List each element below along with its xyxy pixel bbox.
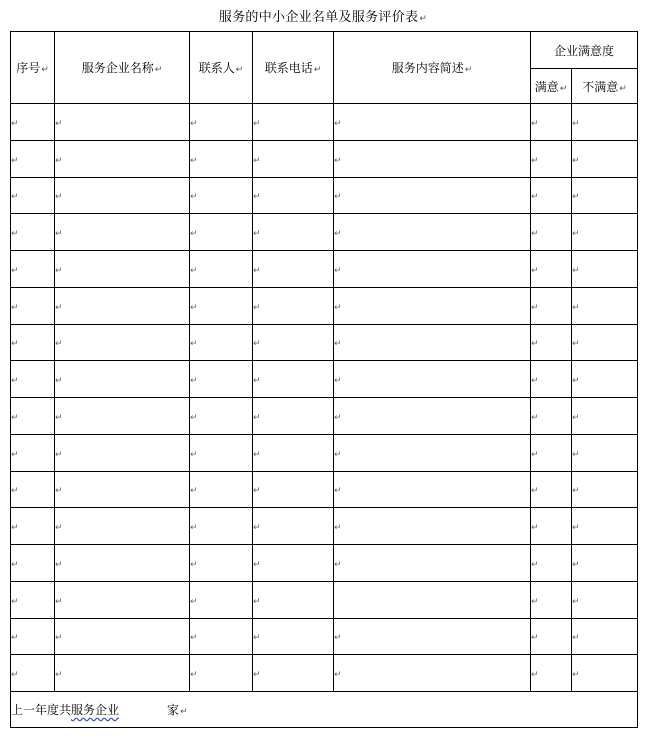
paragraph-mark-icon: ↵ bbox=[572, 229, 580, 240]
cell-contact[interactable] bbox=[190, 655, 253, 692]
paragraph-mark-icon: ↵ bbox=[55, 412, 63, 423]
cell-seq[interactable] bbox=[11, 361, 55, 398]
cell-satisfied[interactable] bbox=[531, 545, 572, 582]
paragraph-mark-icon: ↵ bbox=[531, 633, 539, 644]
cell-unsatisfied[interactable] bbox=[572, 140, 638, 177]
cell-seq[interactable] bbox=[11, 508, 55, 545]
cell-satisfied[interactable] bbox=[531, 471, 572, 508]
cell-seq[interactable] bbox=[11, 287, 55, 324]
cell-satisfied[interactable] bbox=[531, 398, 572, 435]
cell-service-desc[interactable] bbox=[334, 214, 531, 251]
paragraph-mark-icon: ↵ bbox=[531, 596, 539, 607]
cell-contact[interactable] bbox=[190, 398, 253, 435]
paragraph-mark-icon: ↵ bbox=[334, 412, 342, 423]
footer-summary: 上一年度共服务企业 家↵ bbox=[11, 692, 638, 728]
cell-service-desc[interactable] bbox=[334, 251, 531, 288]
paragraph-mark-icon: ↵ bbox=[572, 376, 580, 387]
paragraph-mark-icon: ↵ bbox=[190, 633, 198, 644]
table-row bbox=[11, 655, 638, 692]
paragraph-mark-icon: ↵ bbox=[55, 449, 63, 460]
paragraph-mark-icon: ↵ bbox=[334, 523, 342, 534]
paragraph-mark-icon: ↵ bbox=[572, 118, 580, 129]
paragraph-mark-icon: ↵ bbox=[334, 265, 342, 276]
paragraph-mark-icon: ↵ bbox=[55, 339, 63, 350]
cell-contact[interactable] bbox=[190, 214, 253, 251]
paragraph-mark-icon: ↵ bbox=[11, 670, 19, 681]
paragraph-mark-icon: ↵ bbox=[11, 229, 19, 240]
cell-unsatisfied[interactable] bbox=[572, 324, 638, 361]
table-row bbox=[11, 104, 638, 141]
cell-satisfied[interactable] bbox=[531, 214, 572, 251]
cell-contact[interactable] bbox=[190, 508, 253, 545]
paragraph-mark-icon: ↵ bbox=[11, 118, 19, 129]
paragraph-mark-icon: ↵ bbox=[572, 670, 580, 681]
paragraph-mark-icon: ↵ bbox=[190, 118, 198, 129]
paragraph-mark-icon: ↵ bbox=[334, 339, 342, 350]
cell-company-name[interactable] bbox=[55, 251, 190, 288]
header-contact: 联系人↵ bbox=[190, 32, 253, 104]
paragraph-mark-icon: ↵ bbox=[531, 412, 539, 423]
cell-seq[interactable] bbox=[11, 655, 55, 692]
paragraph-mark-icon: ↵ bbox=[334, 670, 342, 681]
cell-satisfied[interactable] bbox=[531, 287, 572, 324]
cell-company-name[interactable] bbox=[55, 177, 190, 214]
paragraph-mark-icon: ↵ bbox=[190, 376, 198, 387]
paragraph-mark-icon: ↵ bbox=[190, 412, 198, 423]
paragraph-mark-icon: ↵ bbox=[531, 670, 539, 681]
cell-company-name[interactable] bbox=[55, 214, 190, 251]
paragraph-mark-icon: ↵ bbox=[572, 155, 580, 166]
cell-unsatisfied[interactable] bbox=[572, 655, 638, 692]
cell-satisfied[interactable] bbox=[531, 434, 572, 471]
paragraph-mark-icon: ↵ bbox=[55, 302, 63, 313]
cell-company-name[interactable] bbox=[55, 655, 190, 692]
paragraph-mark-icon: ↵ bbox=[190, 559, 198, 570]
cell-contact[interactable] bbox=[190, 434, 253, 471]
paragraph-mark-icon: ↵ bbox=[334, 302, 342, 313]
paragraph-mark-icon: ↵ bbox=[253, 118, 261, 129]
cell-service-desc[interactable] bbox=[334, 104, 531, 141]
cell-phone[interactable] bbox=[253, 140, 334, 177]
paragraph-mark-icon: ↵ bbox=[253, 265, 261, 276]
cell-company-name[interactable] bbox=[55, 545, 190, 582]
paragraph-mark-icon: ↵ bbox=[55, 155, 63, 166]
paragraph-mark-icon: ↵ bbox=[572, 633, 580, 644]
paragraph-mark-icon: ↵ bbox=[55, 670, 63, 681]
paragraph-mark-icon: ↵ bbox=[334, 449, 342, 460]
cell-phone[interactable] bbox=[253, 324, 334, 361]
table-row bbox=[11, 581, 638, 618]
cell-unsatisfied[interactable] bbox=[572, 398, 638, 435]
page-title bbox=[0, 10, 646, 27]
paragraph-mark-icon: ↵ bbox=[531, 449, 539, 460]
paragraph-mark-icon: ↵ bbox=[190, 155, 198, 166]
header-service-desc: 服务内容简述↵ bbox=[334, 32, 531, 104]
paragraph-mark-icon: ↵ bbox=[190, 449, 198, 460]
paragraph-mark-icon: ↵ bbox=[572, 523, 580, 534]
paragraph-mark-icon: ↵ bbox=[253, 559, 261, 570]
cell-satisfied[interactable] bbox=[531, 324, 572, 361]
cell-company-name[interactable] bbox=[55, 618, 190, 655]
cell-contact[interactable] bbox=[190, 361, 253, 398]
cell-seq[interactable] bbox=[11, 104, 55, 141]
cell-seq[interactable] bbox=[11, 545, 55, 582]
paragraph-mark-icon: ↵ bbox=[55, 523, 63, 534]
cell-satisfied[interactable] bbox=[531, 508, 572, 545]
cell-unsatisfied[interactable] bbox=[572, 618, 638, 655]
cell-satisfied[interactable] bbox=[531, 251, 572, 288]
cell-phone[interactable] bbox=[253, 104, 334, 141]
paragraph-mark-icon: ↵ bbox=[11, 449, 19, 460]
title-text: 服务的中小企业名单及服务评价表 bbox=[218, 10, 419, 25]
table-row bbox=[11, 251, 638, 288]
cell-phone[interactable] bbox=[253, 398, 334, 435]
table-row bbox=[11, 177, 638, 214]
cell-company-name[interactable] bbox=[55, 104, 190, 141]
cell-unsatisfied[interactable] bbox=[572, 214, 638, 251]
cell-phone[interactable] bbox=[253, 655, 334, 692]
cell-company-name[interactable] bbox=[55, 398, 190, 435]
cell-service-desc[interactable] bbox=[334, 140, 531, 177]
cell-phone[interactable] bbox=[253, 177, 334, 214]
paragraph-mark-icon: ↵ bbox=[190, 670, 198, 681]
paragraph-mark-icon: ↵ bbox=[55, 192, 63, 203]
table-row bbox=[11, 545, 638, 582]
cell-unsatisfied[interactable] bbox=[572, 581, 638, 618]
table-row bbox=[11, 287, 638, 324]
header-seq: 序号↵ bbox=[11, 32, 55, 104]
paragraph-mark-icon: ↵ bbox=[253, 302, 261, 313]
paragraph-mark-icon: ↵ bbox=[11, 596, 19, 607]
paragraph-mark-icon: ↵ bbox=[572, 486, 580, 497]
paragraph-mark-icon: ↵ bbox=[190, 302, 198, 313]
paragraph-mark-icon: ↵ bbox=[11, 265, 19, 276]
cell-service-desc[interactable] bbox=[334, 398, 531, 435]
paragraph-mark-icon: ↵ bbox=[55, 559, 63, 570]
cell-unsatisfied[interactable] bbox=[572, 434, 638, 471]
paragraph-mark-icon: ↵ bbox=[334, 633, 342, 644]
cell-company-name[interactable] bbox=[55, 508, 190, 545]
cell-seq[interactable] bbox=[11, 140, 55, 177]
cell-service-desc[interactable] bbox=[334, 508, 531, 545]
paragraph-mark-icon: ↵ bbox=[253, 596, 261, 607]
cell-service-desc[interactable] bbox=[334, 545, 531, 582]
paragraph-mark-icon: ↵ bbox=[11, 412, 19, 423]
table-row bbox=[11, 471, 638, 508]
cell-phone[interactable] bbox=[253, 545, 334, 582]
table-row bbox=[11, 214, 638, 251]
paragraph-mark-icon: ↵ bbox=[531, 192, 539, 203]
cell-phone[interactable] bbox=[253, 361, 334, 398]
paragraph-mark-icon: ↵ bbox=[334, 192, 342, 203]
paragraph-mark-icon: ↵ bbox=[334, 155, 342, 166]
paragraph-mark-icon: ↵ bbox=[531, 265, 539, 276]
paragraph-mark-icon: ↵ bbox=[531, 155, 539, 166]
cell-service-desc[interactable] bbox=[334, 655, 531, 692]
paragraph-mark-icon: ↵ bbox=[55, 265, 63, 276]
paragraph-mark-icon: ↵ bbox=[531, 486, 539, 497]
paragraph-mark-icon: ↵ bbox=[253, 412, 261, 423]
cell-seq[interactable] bbox=[11, 398, 55, 435]
cell-company-name[interactable] bbox=[55, 287, 190, 324]
cell-service-desc[interactable] bbox=[334, 287, 531, 324]
paragraph-mark-icon: ↵ bbox=[572, 339, 580, 350]
paragraph-mark-icon: ↵ bbox=[531, 229, 539, 240]
header-unsatisfied: 不满意↵ bbox=[572, 69, 638, 104]
paragraph-mark-icon: ↵ bbox=[572, 265, 580, 276]
cell-satisfied[interactable] bbox=[531, 177, 572, 214]
table-row bbox=[11, 140, 638, 177]
cell-service-desc[interactable] bbox=[334, 434, 531, 471]
cell-satisfied[interactable] bbox=[531, 618, 572, 655]
cell-phone[interactable] bbox=[253, 618, 334, 655]
cell-unsatisfied[interactable] bbox=[572, 177, 638, 214]
footer-suffix: 家 bbox=[167, 703, 180, 717]
paragraph-mark-icon: ↵ bbox=[253, 633, 261, 644]
paragraph-mark-icon: ↵ bbox=[190, 486, 198, 497]
table-row bbox=[11, 324, 638, 361]
cell-contact[interactable] bbox=[190, 140, 253, 177]
paragraph-mark-icon: ↵ bbox=[190, 265, 198, 276]
paragraph-mark-icon: ↵ bbox=[11, 486, 19, 497]
cell-seq[interactable] bbox=[11, 324, 55, 361]
paragraph-mark-icon: ↵ bbox=[11, 302, 19, 313]
paragraph-mark-icon: ↵ bbox=[253, 155, 261, 166]
table-row bbox=[11, 434, 638, 471]
paragraph-mark-icon: ↵ bbox=[253, 376, 261, 387]
cell-contact[interactable] bbox=[190, 545, 253, 582]
cell-company-name[interactable] bbox=[55, 324, 190, 361]
cell-phone[interactable] bbox=[253, 471, 334, 508]
paragraph-mark-icon: ↵ bbox=[190, 596, 198, 607]
cell-unsatisfied[interactable] bbox=[572, 545, 638, 582]
cell-service-desc[interactable] bbox=[334, 618, 531, 655]
paragraph-mark-icon: ↵ bbox=[531, 376, 539, 387]
paragraph-mark-icon: ↵ bbox=[334, 376, 342, 387]
paragraph-mark-icon: ↵ bbox=[253, 486, 261, 497]
paragraph-mark-icon: ↵ bbox=[55, 486, 63, 497]
paragraph-mark-icon: ↵ bbox=[572, 596, 580, 607]
paragraph-mark-icon: ↵ bbox=[11, 192, 19, 203]
paragraph-mark-icon: ↵ bbox=[572, 412, 580, 423]
cell-contact[interactable] bbox=[190, 324, 253, 361]
paragraph-mark-icon: ↵ bbox=[334, 486, 342, 497]
table-row bbox=[11, 361, 638, 398]
cell-contact[interactable] bbox=[190, 471, 253, 508]
cell-seq[interactable] bbox=[11, 434, 55, 471]
cell-unsatisfied[interactable] bbox=[572, 508, 638, 545]
cell-service-desc[interactable] bbox=[334, 581, 531, 618]
paragraph-mark-icon: ↵ bbox=[190, 339, 198, 350]
cell-contact[interactable] bbox=[190, 104, 253, 141]
paragraph-mark-icon: ↵ bbox=[55, 596, 63, 607]
cell-satisfied[interactable] bbox=[531, 104, 572, 141]
cell-phone[interactable] bbox=[253, 581, 334, 618]
paragraph-mark-icon: ↵ bbox=[334, 559, 342, 570]
header-phone: 联系电话↵ bbox=[253, 32, 334, 104]
paragraph-mark-icon: ↵ bbox=[253, 229, 261, 240]
cell-seq[interactable] bbox=[11, 471, 55, 508]
paragraph-mark-icon: ↵ bbox=[55, 229, 63, 240]
paragraph-mark-icon: ↵ bbox=[190, 229, 198, 240]
cell-contact[interactable] bbox=[190, 618, 253, 655]
paragraph-mark-icon: ↵ bbox=[253, 192, 261, 203]
cell-seq[interactable] bbox=[11, 251, 55, 288]
paragraph-mark-icon: ↵ bbox=[334, 229, 342, 240]
paragraph-mark-icon: ↵ bbox=[334, 118, 342, 129]
cell-contact[interactable] bbox=[190, 581, 253, 618]
cell-seq[interactable] bbox=[11, 581, 55, 618]
paragraph-mark-icon: ↵ bbox=[531, 302, 539, 313]
header-company-name: 服务企业名称↵ bbox=[55, 32, 190, 104]
paragraph-mark-icon: ↵ bbox=[253, 523, 261, 534]
cell-satisfied[interactable] bbox=[531, 655, 572, 692]
cell-phone[interactable] bbox=[253, 287, 334, 324]
table-row bbox=[11, 618, 638, 655]
cell-unsatisfied[interactable] bbox=[572, 287, 638, 324]
paragraph-mark-icon: ↵ bbox=[531, 339, 539, 350]
footer-prefix: 上一年度共 bbox=[11, 703, 72, 717]
paragraph-mark-icon: ↵ bbox=[253, 449, 261, 460]
paragraph-mark-icon: ↵ bbox=[572, 302, 580, 313]
cell-satisfied[interactable] bbox=[531, 581, 572, 618]
table-row bbox=[11, 508, 638, 545]
cell-unsatisfied[interactable] bbox=[572, 471, 638, 508]
cell-company-name[interactable] bbox=[55, 361, 190, 398]
cell-seq[interactable] bbox=[11, 214, 55, 251]
cell-service-desc[interactable] bbox=[334, 471, 531, 508]
paragraph-mark-icon: ↵ bbox=[531, 559, 539, 570]
header-satisfied: 满意↵ bbox=[531, 69, 572, 104]
table-row bbox=[11, 398, 638, 435]
cell-service-desc[interactable] bbox=[334, 177, 531, 214]
paragraph-mark-icon: ↵ bbox=[11, 155, 19, 166]
cell-contact[interactable] bbox=[190, 287, 253, 324]
footer-underlined: 服务企业 bbox=[71, 703, 120, 717]
service-evaluation-table bbox=[10, 31, 638, 728]
paragraph-mark-icon: ↵ bbox=[11, 339, 19, 350]
paragraph-mark-icon: ↵ bbox=[11, 559, 19, 570]
cell-unsatisfied[interactable] bbox=[572, 361, 638, 398]
paragraph-mark-icon: ↵ bbox=[572, 192, 580, 203]
paragraph-mark-icon: ↵ bbox=[55, 376, 63, 387]
cell-company-name[interactable] bbox=[55, 471, 190, 508]
cell-phone[interactable] bbox=[253, 251, 334, 288]
paragraph-mark-icon: ↵ bbox=[419, 14, 428, 24]
paragraph-mark-icon: ↵ bbox=[190, 192, 198, 203]
cell-service-desc[interactable] bbox=[334, 361, 531, 398]
paragraph-mark-icon: ↵ bbox=[253, 339, 261, 350]
cell-seq[interactable] bbox=[11, 618, 55, 655]
paragraph-mark-icon: ↵ bbox=[55, 633, 63, 644]
cell-company-name[interactable] bbox=[55, 581, 190, 618]
cell-contact[interactable] bbox=[190, 177, 253, 214]
paragraph-mark-icon: ↵ bbox=[572, 559, 580, 570]
cell-phone[interactable] bbox=[253, 214, 334, 251]
paragraph-mark-icon: ↵ bbox=[572, 449, 580, 460]
paragraph-mark-icon: ↵ bbox=[11, 376, 19, 387]
cell-satisfied[interactable] bbox=[531, 361, 572, 398]
cell-company-name[interactable] bbox=[55, 434, 190, 471]
cell-service-desc[interactable] bbox=[334, 324, 531, 361]
cell-contact[interactable] bbox=[190, 251, 253, 288]
cell-unsatisfied[interactable] bbox=[572, 104, 638, 141]
cell-satisfied[interactable] bbox=[531, 140, 572, 177]
paragraph-mark-icon: ↵ bbox=[531, 523, 539, 534]
paragraph-mark-icon: ↵ bbox=[11, 633, 19, 644]
paragraph-mark-icon: ↵ bbox=[190, 523, 198, 534]
cell-company-name[interactable] bbox=[55, 140, 190, 177]
header-satisfaction-group: 企业满意度 bbox=[531, 32, 638, 69]
paragraph-mark-icon: ↵ bbox=[11, 523, 19, 534]
cell-unsatisfied[interactable] bbox=[572, 251, 638, 288]
paragraph-mark-icon: ↵ bbox=[253, 670, 261, 681]
paragraph-mark-icon: ↵ bbox=[55, 118, 63, 129]
cell-seq[interactable] bbox=[11, 177, 55, 214]
cell-phone[interactable] bbox=[253, 434, 334, 471]
paragraph-mark-icon: ↵ bbox=[531, 118, 539, 129]
cell-phone[interactable] bbox=[253, 508, 334, 545]
